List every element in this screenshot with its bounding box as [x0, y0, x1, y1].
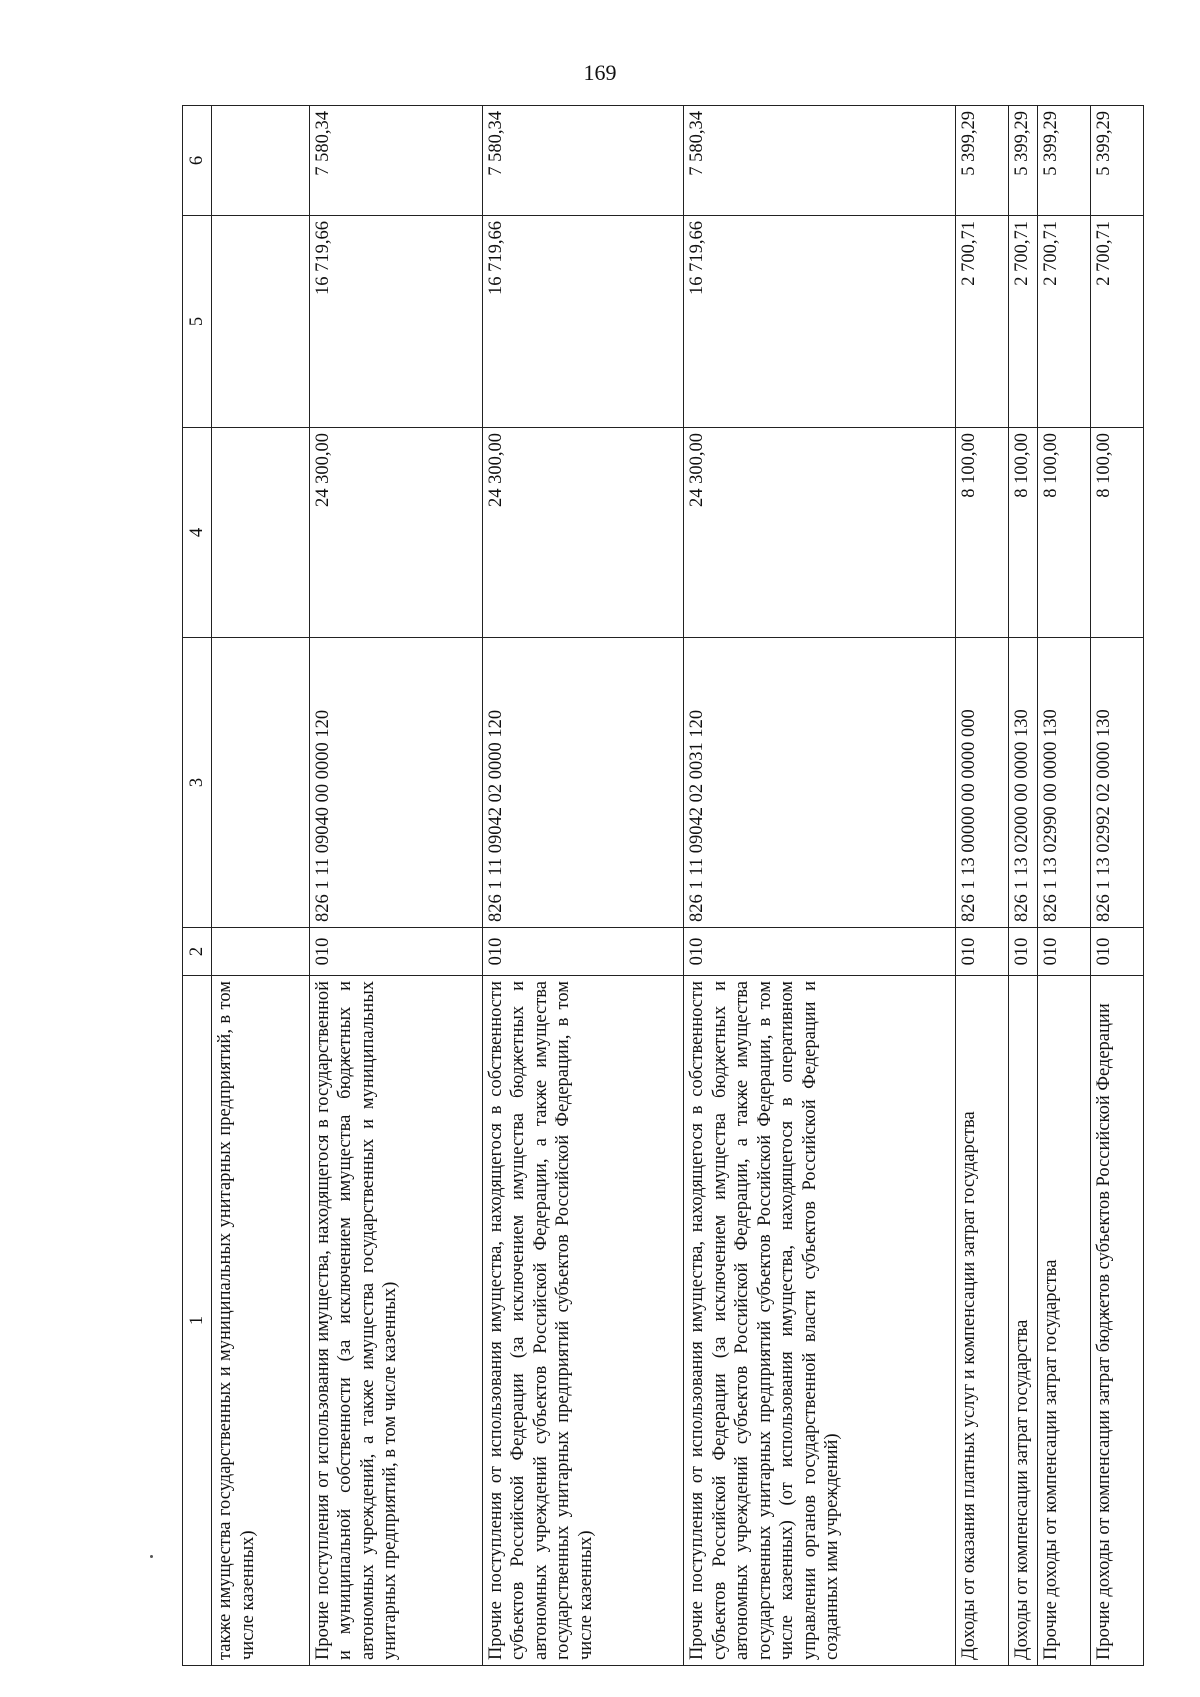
row-line-code: 010: [309, 928, 482, 976]
rotated-table-container: [182, 106, 1144, 1666]
row-name: Прочие поступления от использования имущества, находящегося в собственности субъектов Российской Федерации (за исключением имущества бюджетных и автономных учреждений субъектов Российской Федерации, а также имущества государственных унитарных предприятий субъектов Российской Федерации, в том числе казенных) (от использования имущества, находящегося в оперативном управлении органов государственной власти субъектов Российской Федерации и созданных ими учреждений): [684, 976, 956, 1666]
row-value-col5: 2 700,71: [1037, 216, 1090, 428]
row-name: Доходы от компенсации затрат государства: [1008, 976, 1037, 1666]
row-name: Прочие доходы от компенсации затрат государства: [1037, 976, 1090, 1666]
row-value-col4: 8 100,00: [1008, 428, 1037, 638]
row-name: Доходы от оказания платных услуг и компенсации затрат государства: [955, 976, 1008, 1666]
row-value-col4: 8 100,00: [1037, 428, 1090, 638]
row-value-col5: 2 700,71: [1008, 216, 1037, 428]
page-number: 169: [583, 60, 617, 85]
row-value-col4: 24 300,00: [309, 428, 482, 638]
row-value-col4: 24 300,00: [482, 428, 684, 638]
header-col-6: 6: [183, 106, 212, 216]
row-value-col4: 8 100,00: [1090, 428, 1143, 638]
row-budget-code: 826 1 11 09042 02 0031 120: [684, 638, 956, 928]
header-col-3: 3: [183, 638, 212, 928]
row-value-col6: 7 580,34: [309, 106, 482, 216]
row-value-col4: 24 300,00: [684, 428, 956, 638]
row-value-col5: 16 719,66: [684, 216, 956, 428]
row-value-col6: [212, 106, 310, 216]
row-budget-code: 826 1 13 02992 02 0000 130: [1090, 638, 1143, 928]
row-line-code: [212, 928, 310, 976]
row-name: Прочие поступления от использования имущества, находящегося в государственной и муниципальной собственности (за исключением имущества бюджетных и автономных учреждений, а также имущества государственных и муниципальных унитарных предприятий, в том числе казенных): [309, 976, 482, 1666]
table-header-row: [183, 106, 212, 1666]
row-line-code: 010: [684, 928, 956, 976]
header-col-5: 5: [183, 216, 212, 428]
row-budget-code: 826 1 13 00000 00 0000 000: [955, 638, 1008, 928]
row-value-col5: 2 700,71: [1090, 216, 1143, 428]
row-budget-code: [212, 638, 310, 928]
revenue-table: [182, 105, 1144, 1666]
row-name: также имущества государственных и муниципальных унитарных предприятий, в том числе казенных): [212, 976, 310, 1666]
row-value-col6: 5 399,29: [1037, 106, 1090, 216]
row-value-col5: 16 719,66: [482, 216, 684, 428]
table-row: [482, 106, 684, 1666]
table-row: [212, 106, 310, 1666]
table-row: [684, 106, 956, 1666]
header-col-2: 2: [183, 928, 212, 976]
row-value-col5: [212, 216, 310, 428]
row-name: Прочие поступления от использования имущества, находящегося в собственности субъектов Российской Федерации (за исключением имущества бюджетных и автономных учреждений субъектов Российской Федерации, а также имущества государственных унитарных предприятий субъектов Российской Федерации, в том числе казенных): [482, 976, 684, 1666]
table-row: [309, 106, 482, 1666]
row-line-code: 010: [1037, 928, 1090, 976]
row-value-col5: 2 700,71: [955, 216, 1008, 428]
row-value-col4: [212, 428, 310, 638]
row-value-col6: 7 580,34: [482, 106, 684, 216]
row-line-code: 010: [1008, 928, 1037, 976]
scan-dot: [150, 1555, 153, 1558]
table-row: [1008, 106, 1037, 1666]
row-line-code: 010: [955, 928, 1008, 976]
row-budget-code: 826 1 11 09042 02 0000 120: [482, 638, 684, 928]
row-value-col6: 5 399,29: [1008, 106, 1037, 216]
table-row: [955, 106, 1008, 1666]
row-name: Прочие доходы от компенсации затрат бюджетов субъектов Российской Федерации: [1090, 976, 1143, 1666]
row-value-col5: 16 719,66: [309, 216, 482, 428]
table-row: [1090, 106, 1143, 1666]
row-value-col6: 7 580,34: [684, 106, 956, 216]
row-value-col6: 5 399,29: [1090, 106, 1143, 216]
header-col-4: 4: [183, 428, 212, 638]
row-budget-code: 826 1 13 02000 00 0000 130: [1008, 638, 1037, 928]
row-value-col6: 5 399,29: [955, 106, 1008, 216]
table-row: [1037, 106, 1090, 1666]
header-col-1: 1: [183, 976, 212, 1666]
row-budget-code: 826 1 13 02990 00 0000 130: [1037, 638, 1090, 928]
row-value-col4: 8 100,00: [955, 428, 1008, 638]
row-line-code: 010: [482, 928, 684, 976]
row-budget-code: 826 1 11 09040 00 0000 120: [309, 638, 482, 928]
row-line-code: 010: [1090, 928, 1143, 976]
